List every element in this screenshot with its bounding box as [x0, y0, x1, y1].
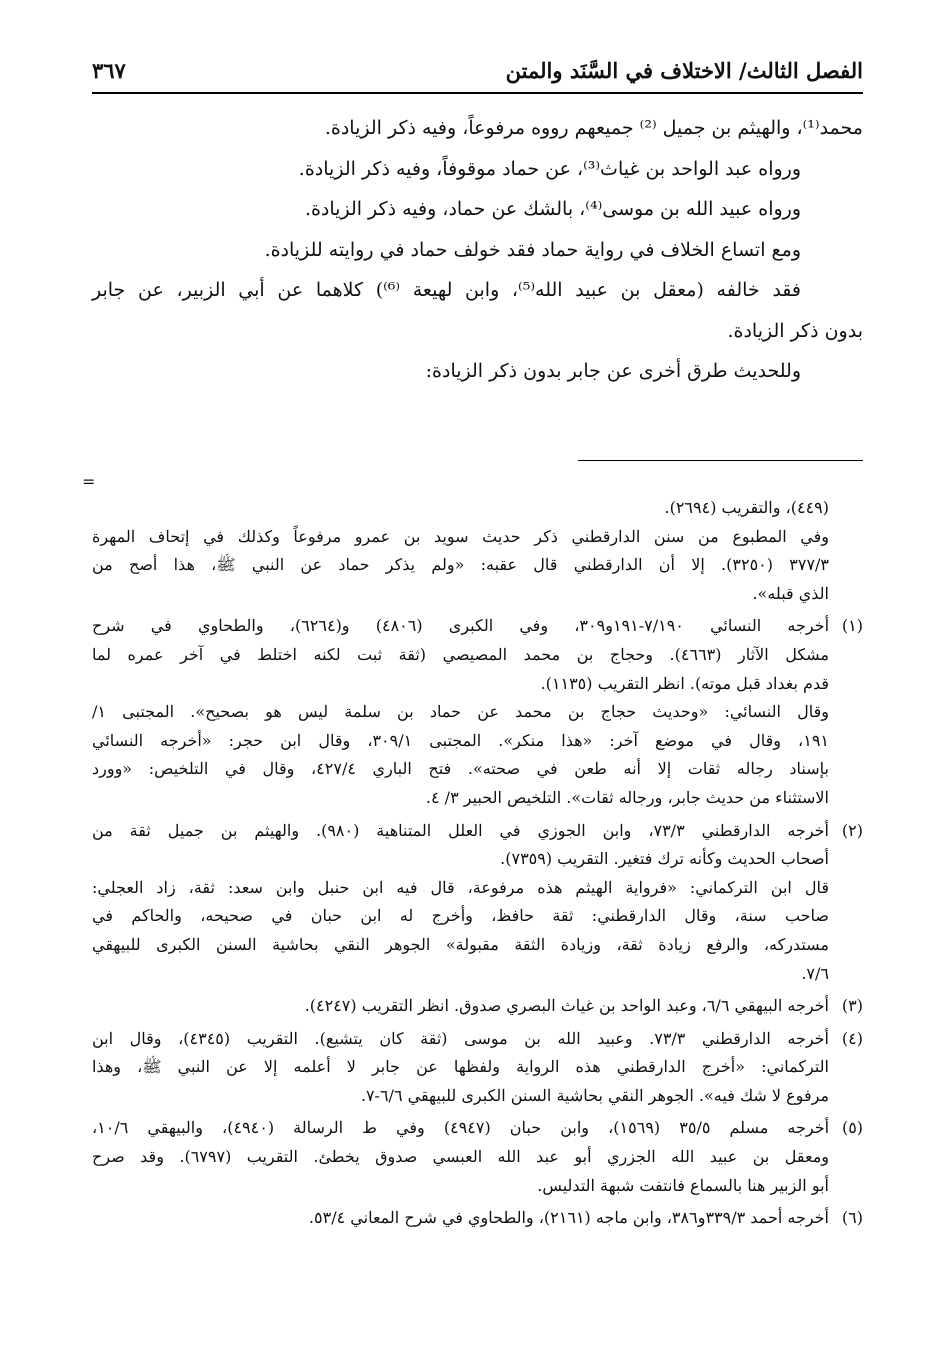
- footnote: [92, 612, 863, 812]
- footnote-line: [92, 698, 863, 727]
- footnote-line: [92, 817, 863, 846]
- footnote-continuation-line: ٣٧٧/٣ (٣٢٥٠). إلا أن الدارقطني قال عقبه: «ولم يذكر حماد عن النبي ﷺ، هذا أصح من: [92, 555, 830, 575]
- footnote-text: أخرجه الدارقطني ٧٣/٣. وعبيد الله بن موسى (ثقة كان يتشيع). التقريب (٤٣٤٥)، وقال ابن: [92, 1028, 830, 1048]
- body-line: محمد⁽¹⁾، والهيثم بن جميل ⁽²⁾ جميعهم رووه مرفوعاً، وفيه ذكر الزيادة.: [324, 117, 863, 139]
- footnote-text: أخرجه النسائي ٧/١٩٠-١٩١و٣٠٩، وفي الكبرى (٤٨٠٦) و(٦٢٦٤)، والطحاوي في شرح: [92, 616, 830, 636]
- footnote-text: أخرجه الدارقطني ٧٣/٣، وابن الجوزي في العلل المتناهية (٩٨٠). والهيثم بن جميل ثقة من: [92, 820, 829, 840]
- footnote-separator: [578, 460, 863, 461]
- footnote: [92, 1204, 863, 1233]
- footnote-number: (١): [841, 616, 864, 636]
- footnote-number: (٦): [841, 1208, 863, 1228]
- footnote-line: [92, 1082, 863, 1111]
- footnote: [92, 992, 863, 1021]
- footnote-line: [92, 784, 863, 813]
- footnote-number: (٤): [841, 1028, 864, 1048]
- header-rule: [92, 92, 863, 94]
- footnote-text: مرفوع لا شك فيه». الجوهر النقي بحاشية السنن الكبرى للبيهقي ٦/٦-٧.: [360, 1085, 829, 1105]
- footnote-text: ومعقل بن عبيد الله الجزري أبو عبد الله العبسي صدوق يخطئ. التقريب (٦٧٩٧). وقد صرح: [92, 1147, 830, 1167]
- body-line: ومع اتساع الخلاف في رواية حماد فقد خولف حماد في روايته للزيادة.: [264, 238, 801, 261]
- body-line: ورواه عبد الواحد بن غياث⁽³⁾، عن حماد موقوفاً، وفيه ذكر الزيادة.: [298, 157, 801, 180]
- footnote-text: الاستثناء من حديث جابر، ورجاله ثقات». التلخيص الحبير ٣/ ٤.: [425, 787, 829, 807]
- footnote-line: [92, 1204, 863, 1233]
- footnote-line: [92, 931, 863, 960]
- footnote-line: [92, 1114, 863, 1143]
- footnote-text: أبو الزبير هنا بالسماع فانتفت شبهة التدليس.: [537, 1175, 829, 1195]
- footnote-line: [92, 670, 863, 699]
- footnote-line: [92, 612, 863, 641]
- footnote-line: [92, 1053, 863, 1082]
- footnote-text: صاحب سنة، وقال الدارقطني: ثقة حافظ، وأخرج له ابن حبان في صحيحه، والحاكم في: [92, 906, 829, 926]
- footnote-text: قال ابن التركماني: «فرواية الهيثم هذه مرفوعة، قال فيه ابن حنبل وابن سعد: ثقة، زاد العجلي:: [92, 877, 829, 897]
- footnotes: [92, 494, 863, 1233]
- body-line: وللحديث طرق أخرى عن جابر بدون ذكر الزيادة:: [425, 360, 801, 382]
- body-line: بدون ذكر الزيادة.: [727, 319, 863, 342]
- body-line: فقد خالفه (معقل بن عبيد الله⁽⁵⁾، وابن لهيعة ⁽⁶⁾) كلاهما عن أبي الزبير، عن جابر: [92, 279, 801, 301]
- footnote-number: (٢): [841, 820, 863, 840]
- footnote-number: (٣): [841, 996, 863, 1016]
- footnote-text: أخرجه البيهقي ٦/٦، وعبد الواحد بن غياث البصري صدوق. انظر التقريب (٤٢٤٧).: [304, 996, 829, 1016]
- footnote-line: [92, 1025, 863, 1054]
- page-number: ٣٦٧: [92, 58, 126, 83]
- footnote-number: (٥): [841, 1118, 864, 1138]
- footnote-line: [92, 1143, 863, 1172]
- footnote-line: [92, 755, 863, 784]
- book-page: [82, 0, 864, 1370]
- footnote-text: قدم بغداد قبل موته). انظر التقريب (١١٣٥).: [540, 673, 829, 693]
- footnote-line: [92, 845, 863, 874]
- footnote-text: أخرجه أحمد ٣٣٩/٣و٣٨٦، وابن ماجه (٢١٦١)، والطحاوي في شرح المعاني ٥٣/٤.: [308, 1208, 829, 1228]
- footnote-line: [92, 641, 863, 670]
- footnote-text: ٧/٦.: [801, 963, 829, 983]
- footnote-text: وقال النسائي: «وحديث حجاج بن محمد عن حماد بن سلمة ليس هو بصحيح». المجتبى ١/: [92, 702, 829, 722]
- footnote: [92, 1114, 863, 1200]
- footnote-text: ١٩١، وقال في موضع آخر: «هذا منكر». المجتبى ٣٠٩/١، وقال ابن حجر: «أخرجه النسائي: [92, 730, 829, 750]
- footnote-continuation-line: الذي قبله».: [752, 583, 829, 603]
- main-text: [92, 108, 863, 392]
- footnote-text: مشكل الآثار (٤٦٦٣). وحجاج بن محمد المصيصي (ثقة ثبت لكنه اختلط في آخر عمره لما: [92, 644, 830, 664]
- footnote-text: بإسناد رجاله ثقات إلا أنه طعن في صحته». فتح الباري ٤٢٧/٤، وقال في التلخيص: «وورد: [92, 759, 829, 779]
- footnote-line: [92, 902, 863, 931]
- footnote: [92, 817, 863, 989]
- footnote-text: أخرجه مسلم ٣٥/٥ (١٥٦٩)، وابن حبان (٤٩٤٧) وفي ط الرسالة (٤٩٤٠)، والبيهقي ١٠/٦،: [92, 1118, 830, 1138]
- footnote-line: [92, 960, 863, 989]
- footnote-continuation-line: وفي المطبوع من سنن الدارقطني ذكر حديث سويد بن عمرو مرفوعاً وكذلك في إتحاف المهرة: [92, 526, 829, 546]
- body-line: ورواه عبيد الله بن موسى⁽⁴⁾، بالشك عن حماد، وفيه ذكر الزيادة.: [304, 198, 801, 220]
- footnote-text: مستدركه، والرفع زيادة ثقة، وزيادة الثقة مقبولة» الجوهر النقي بحاشية السنن الكبرى للبيهقي: [92, 934, 829, 954]
- footnote-line: [92, 992, 863, 1021]
- footnote-line: [92, 874, 863, 903]
- chapter-title: الفصل الثالث/ الاختلاف في السَّنَد والمتن: [505, 58, 863, 83]
- footnote-line: [92, 1172, 863, 1201]
- footnote-text: التركماني: «أخرج الدارقطني هذه الرواية ولفظها عن جابر لا أعلمه إلا عن النبي ﷺ، وهذا: [92, 1057, 829, 1077]
- footnote-text: أصحاب الحديث وكأنه ترك فتغير. التقريب (٧٣٥٩).: [500, 849, 829, 869]
- running-header: [92, 58, 863, 88]
- footnote-continuation-marker: =: [82, 472, 96, 491]
- footnote-continuation-line: (٤٤٩)، والتقريب (٢٦٩٤).: [664, 498, 829, 517]
- footnote-line: [92, 727, 863, 756]
- footnote: [92, 1025, 863, 1111]
